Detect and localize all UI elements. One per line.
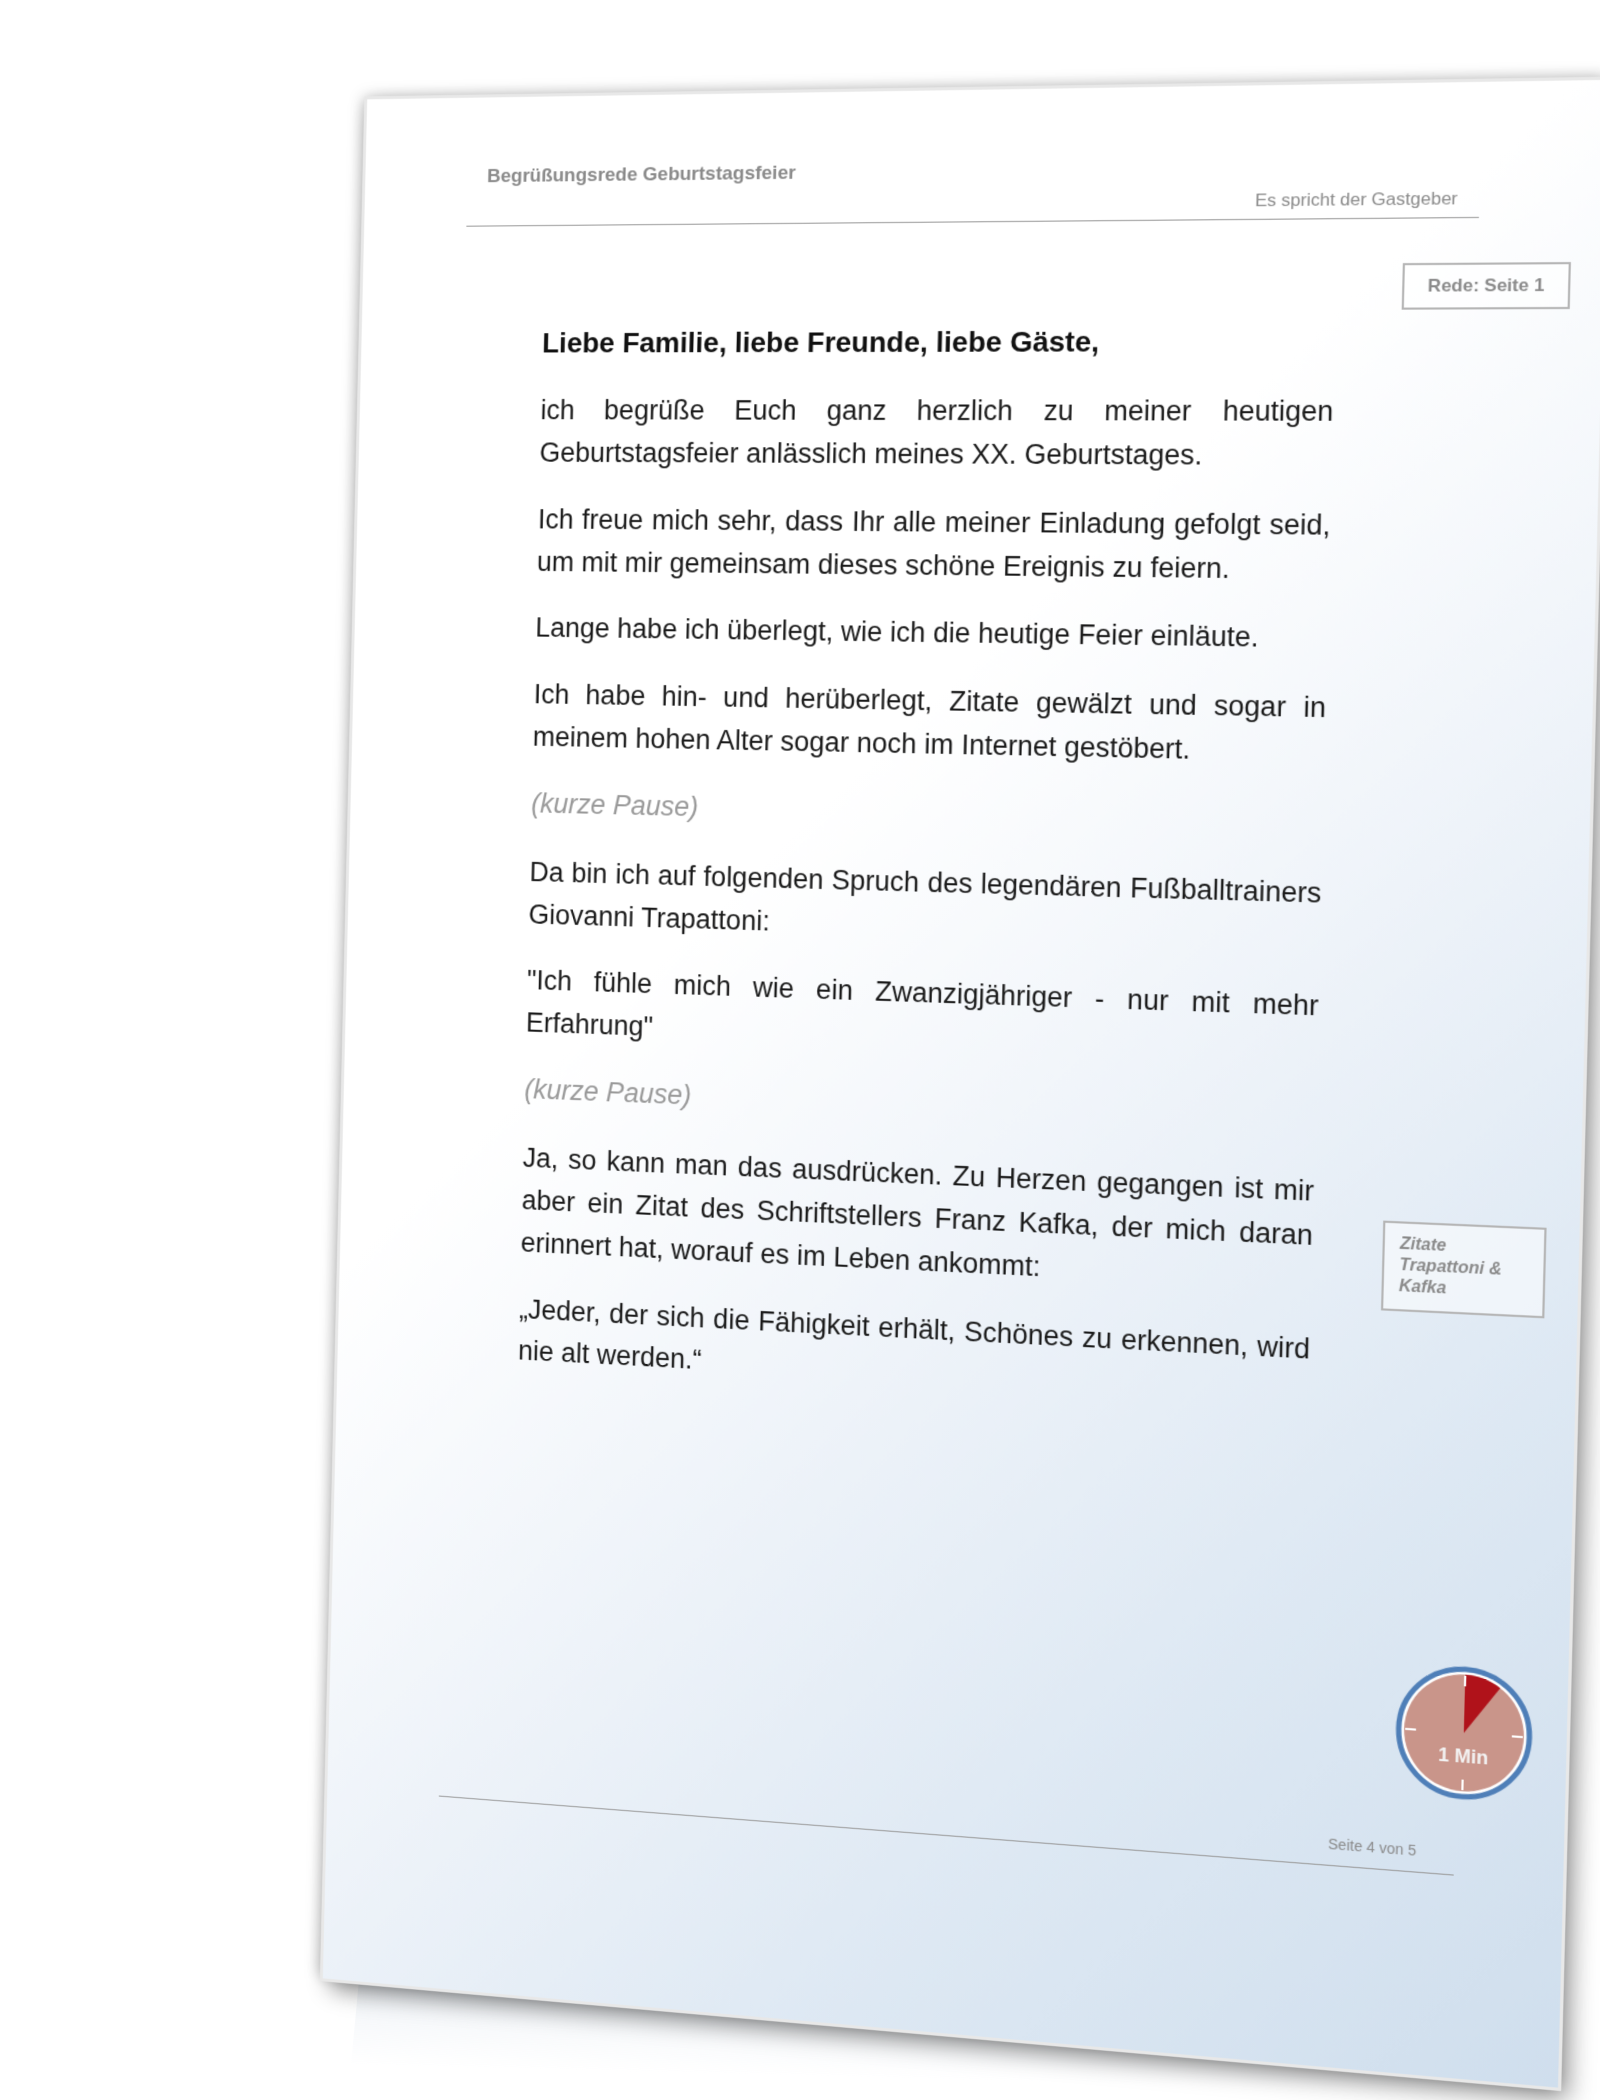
pause-note-1: (kurze Pause) xyxy=(530,787,699,823)
paragraph-8: „Jeder, der sich die Fähigkeit erhält, Schönes zu erkennen, wird nie alt werden.“ xyxy=(517,1293,1311,1376)
paragraph-5: Da bin ich auf folgenden Spruch des legendären Fußballtrainers Giovanni Trapattoni: xyxy=(528,856,1322,937)
paragraph-6: "Ich fühle mich wie ein Zwanzigjähriger - nur mit mehr Erfahrung" xyxy=(525,965,1319,1043)
speech-body xyxy=(517,325,1335,1441)
header-divider xyxy=(466,217,1479,227)
paragraph-3: Lange habe ich überlegt, wie ich die heutige Feier einläute. xyxy=(535,612,1260,654)
page-number: Seite 4 von 5 xyxy=(1327,1835,1417,1859)
greeting: Liebe Familie, liebe Freunde, liebe Gäste, xyxy=(541,325,1100,359)
pause-note-2: (kurze Pause) xyxy=(524,1073,692,1111)
paragraph-7: Ja, so kann man das ausdrücken. Zu Herzen gegangen ist mir aber ein Zitat des Schriftstellers Franz Kafka, der mich daran erinnert hat, worauf es im Leben ankommt: xyxy=(520,1142,1315,1283)
paragraph-4: Ich habe hin- und herüberlegt, Zitate gewälzt und sogar in meinem hohen Alter sogar noch im Internet gestöbert. xyxy=(532,679,1327,766)
document-page xyxy=(323,80,1600,2088)
timer-clock-icon xyxy=(1393,1660,1536,1806)
section-label-box: Rede: Seite 1 xyxy=(1402,262,1571,310)
quotes-note-box: Zitate Trapattoni & Kafka xyxy=(1381,1221,1547,1319)
footer-divider xyxy=(439,1796,1454,1876)
paragraph-1: ich begrüße Euch ganz herzlich zu meiner heutigen Geburtstagsfeier anlässlich meines XX. Geburtstages. xyxy=(539,394,1334,471)
header-speaker: Es spricht der Gastgeber xyxy=(1254,188,1458,211)
timer-label: 1 Min xyxy=(1437,1743,1489,1769)
header-title: Begrüßungsrede Geburtstagsfeier xyxy=(486,162,796,188)
paragraph-2: Ich freue mich sehr, dass Ihr alle meiner Einladung gefolgt seid, um mit mir gemeinsam dieses schöne Ereignis zu feiern. xyxy=(536,503,1331,584)
